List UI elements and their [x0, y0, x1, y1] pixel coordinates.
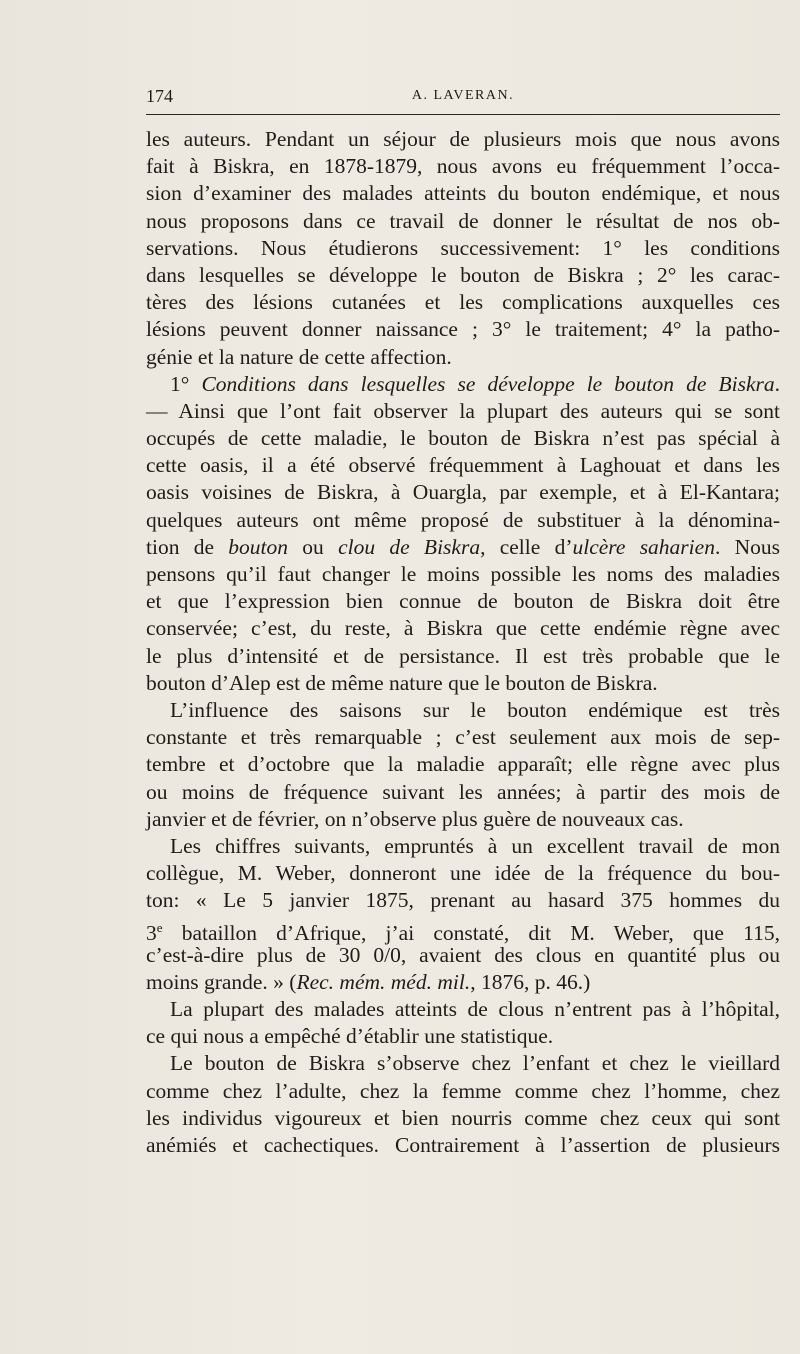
page-number: 174 [146, 86, 173, 106]
header-rule [146, 114, 780, 115]
text-line: nous proposons dans ce travail de donner le résultat de nos ob- [146, 208, 780, 233]
text-line: comme chez l’adulte, chez la femme comme chez l’homme, chez [146, 1078, 780, 1103]
text-line: quelques auteurs ont même proposé de substituer à la dénomina- [146, 507, 780, 532]
text-line: ou moins de fréquence suivant les années; à partir des mois de [146, 779, 780, 804]
text-line: sion d’examiner des malades atteints du bouton endémique, et nous [146, 181, 780, 206]
text-line: et que l’expression bien connue de bouton de Biskra doit être [146, 589, 780, 614]
text-line: — Ainsi que l’ont fait observer la plupart des auteurs qui se sont [146, 398, 780, 423]
text-line: Le bouton de Biskra s’observe chez l’enfant et chez le vieillard [170, 1051, 780, 1076]
text-line: les auteurs. Pendant un séjour de plusieurs mois que nous avons [146, 127, 780, 151]
running-head: A. LAVERAN. [411, 88, 515, 103]
text-line: cette oasis, il a été observé fréquemment à Laghouat et dans les [146, 453, 780, 478]
text-line: tembre et d’octobre que la maladie apparaît; elle règne avec plus [146, 752, 780, 777]
text-line: dans lesquelles se développe le bouton de Biskra ; 2° les carac- [146, 262, 780, 287]
body-text [146, 126, 780, 1159]
text-line: tion de bouton ou clou de Biskra, celle d’ulcère saharien. Nous [146, 534, 780, 559]
text-line: Les chiffres suivants, empruntés à un excellent travail de mon [170, 833, 780, 858]
text-line: les individus vigoureux et bien nourris comme chez ceux qui sont [146, 1105, 780, 1130]
text-line: c’est-à-dire plus de 30 0/0, avaient des clous en quantité plus ou [146, 942, 780, 967]
text-line: La plupart des malades atteints de clous n’entrent pas à l’hôpital, [170, 997, 780, 1021]
text-line: collègue, M. Weber, donneront une idée de la fréquence du bou- [146, 861, 780, 886]
text-line: ce qui nous a empêché d’établir une statistique. [146, 1024, 554, 1049]
text-line: le plus d’intensité et de persistance. Il est très probable que le [146, 643, 780, 668]
text-line: conservée; c’est, du reste, à Biskra que cette endémie règne avec [146, 616, 780, 641]
text-line: ton: « Le 5 janvier 1875, prenant au hasard 375 hommes du [146, 888, 780, 913]
text-line: L’influence des saisons sur le bouton endémique est très [170, 697, 780, 722]
text-line: occupés de cette maladie, le bouton de Biskra n’est pas spécial à [146, 426, 780, 451]
text-line: moins grande. » (Rec. mém. méd. mil., 1876, p. 46.) [146, 969, 591, 994]
text-line: génie et la nature de cette affection. [146, 344, 452, 369]
text-line: pensons qu’il faut changer le moins possible les noms des maladies [146, 562, 780, 586]
text-line: bouton d’Alep est de même nature que le bouton de Biskra. [146, 670, 658, 695]
text-line: lésions peuvent donner naissance ; 3° le traitement; 4° la patho- [146, 317, 780, 342]
text-line: tères des lésions cutanées et les complications auxquelles ces [146, 290, 780, 315]
text-line: constante et très remarquable ; c’est seulement aux mois de sep- [146, 725, 780, 750]
text-line: janvier et de février, on n’observe plus guère de nouveaux cas. [146, 806, 684, 831]
page-header [146, 86, 780, 110]
text-line: fait à Biskra, en 1878-1879, nous avons eu fréquemment l’occa- [146, 154, 780, 179]
text-line: servations. Nous étudierons successivement: 1° les conditions [146, 235, 780, 260]
text-line: anémiés et cachectiques. Contrairement à l’assertion de plusieurs [146, 1132, 780, 1157]
text-line: 1° Conditions dans lesquelles se développe le bouton de Biskra. [170, 371, 780, 396]
text-line: oasis voisines de Biskra, à Ouargla, par exemple, et à El-Kantara; [146, 480, 780, 505]
text-line: 3e bataillon d’Afrique, j’ai constaté, dit M. Weber, que 115, [146, 920, 780, 946]
